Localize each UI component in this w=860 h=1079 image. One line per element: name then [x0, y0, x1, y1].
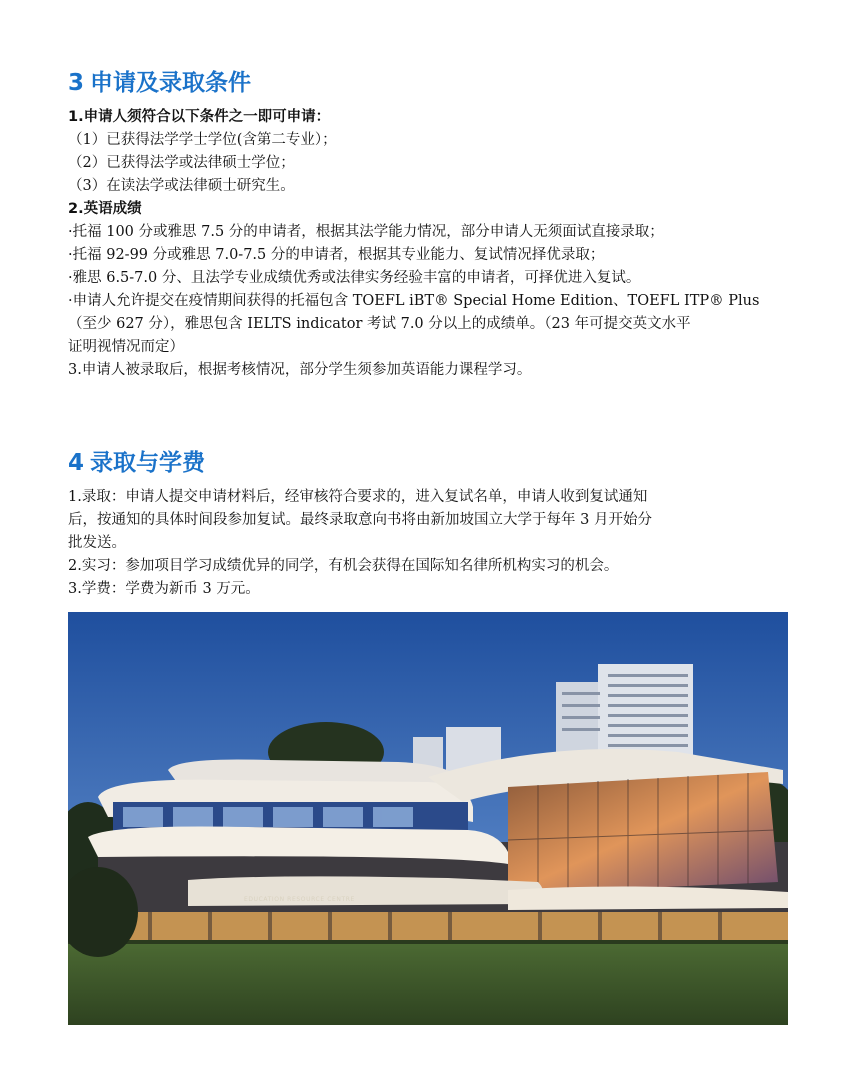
english-item: ·托福 100 分或雅思 7.5 分的申请者，根据其法学能力情况，部分申请人无须面试直接录取；: [68, 224, 664, 240]
requirement-item: （3）在读法学或法律硕士研究生。: [68, 178, 295, 194]
english-note: 3.申请人被录取后，根据考核情况，部分学生须参加英语能力课程学习。: [68, 362, 532, 378]
english-heading: 2.英语成绩: [68, 201, 142, 217]
requirement-item: （2）已获得法学或法律硕士学位；: [68, 155, 295, 171]
campus-building-photo: [68, 612, 788, 1025]
section-4-number: 4: [68, 450, 85, 476]
section-3-heading: [68, 68, 808, 98]
section-4-title: 录取与学费: [90, 450, 206, 476]
english-item: ·雅思 6.5-7.0 分、且法学专业成绩优秀或法律实务经验丰富的申请者，可择优进入复试。: [68, 270, 641, 286]
section-4-heading: [68, 448, 808, 478]
english-item: ·申请人允许提交在疫情期间获得的托福包含 TOEFL iBT® Special Home Edition、TOEFL ITP® Plus: [68, 293, 760, 309]
requirements-heading: 1.申请人须符合以下条件之一即可申请：: [68, 109, 331, 125]
building-sign: EDUCATION RESOURCE CENTRE: [244, 896, 355, 903]
requirement-item: （1）已获得法学学士学位(含第二专业）；: [68, 132, 337, 148]
section-3-number: 3: [68, 70, 85, 96]
tuition-line: 3.学费：学费为新币 3 万元。: [68, 581, 260, 597]
admission-line: 批发送。: [68, 535, 126, 551]
section-4: [68, 448, 808, 601]
english-item: 证明视情况而定）: [68, 339, 184, 355]
admission-line: 后，按通知的具体时间段参加复试。最终录取意向书将由新加坡国立大学于每年 3 月开始分: [68, 512, 652, 528]
english-item: （至少 627 分），雅思包含 IELTS indicator 考试 7.0 分以上的成绩单。（23 年可提交英文水平: [68, 316, 691, 332]
section-3-title: 申请及录取条件: [90, 70, 252, 96]
section-3: [68, 68, 808, 382]
internship-line: 2.实习：参加项目学习成绩优异的同学，有机会获得在国际知名律所机构实习的机会。: [68, 558, 619, 574]
english-item: ·托福 92-99 分或雅思 7.0-7.5 分的申请者，根据其专业能力、复试情况择优录取；: [68, 247, 605, 263]
admission-line: 1.录取：申请人提交申请材料后，经审核符合要求的，进入复试名单，申请人收到复试通知: [68, 489, 648, 505]
